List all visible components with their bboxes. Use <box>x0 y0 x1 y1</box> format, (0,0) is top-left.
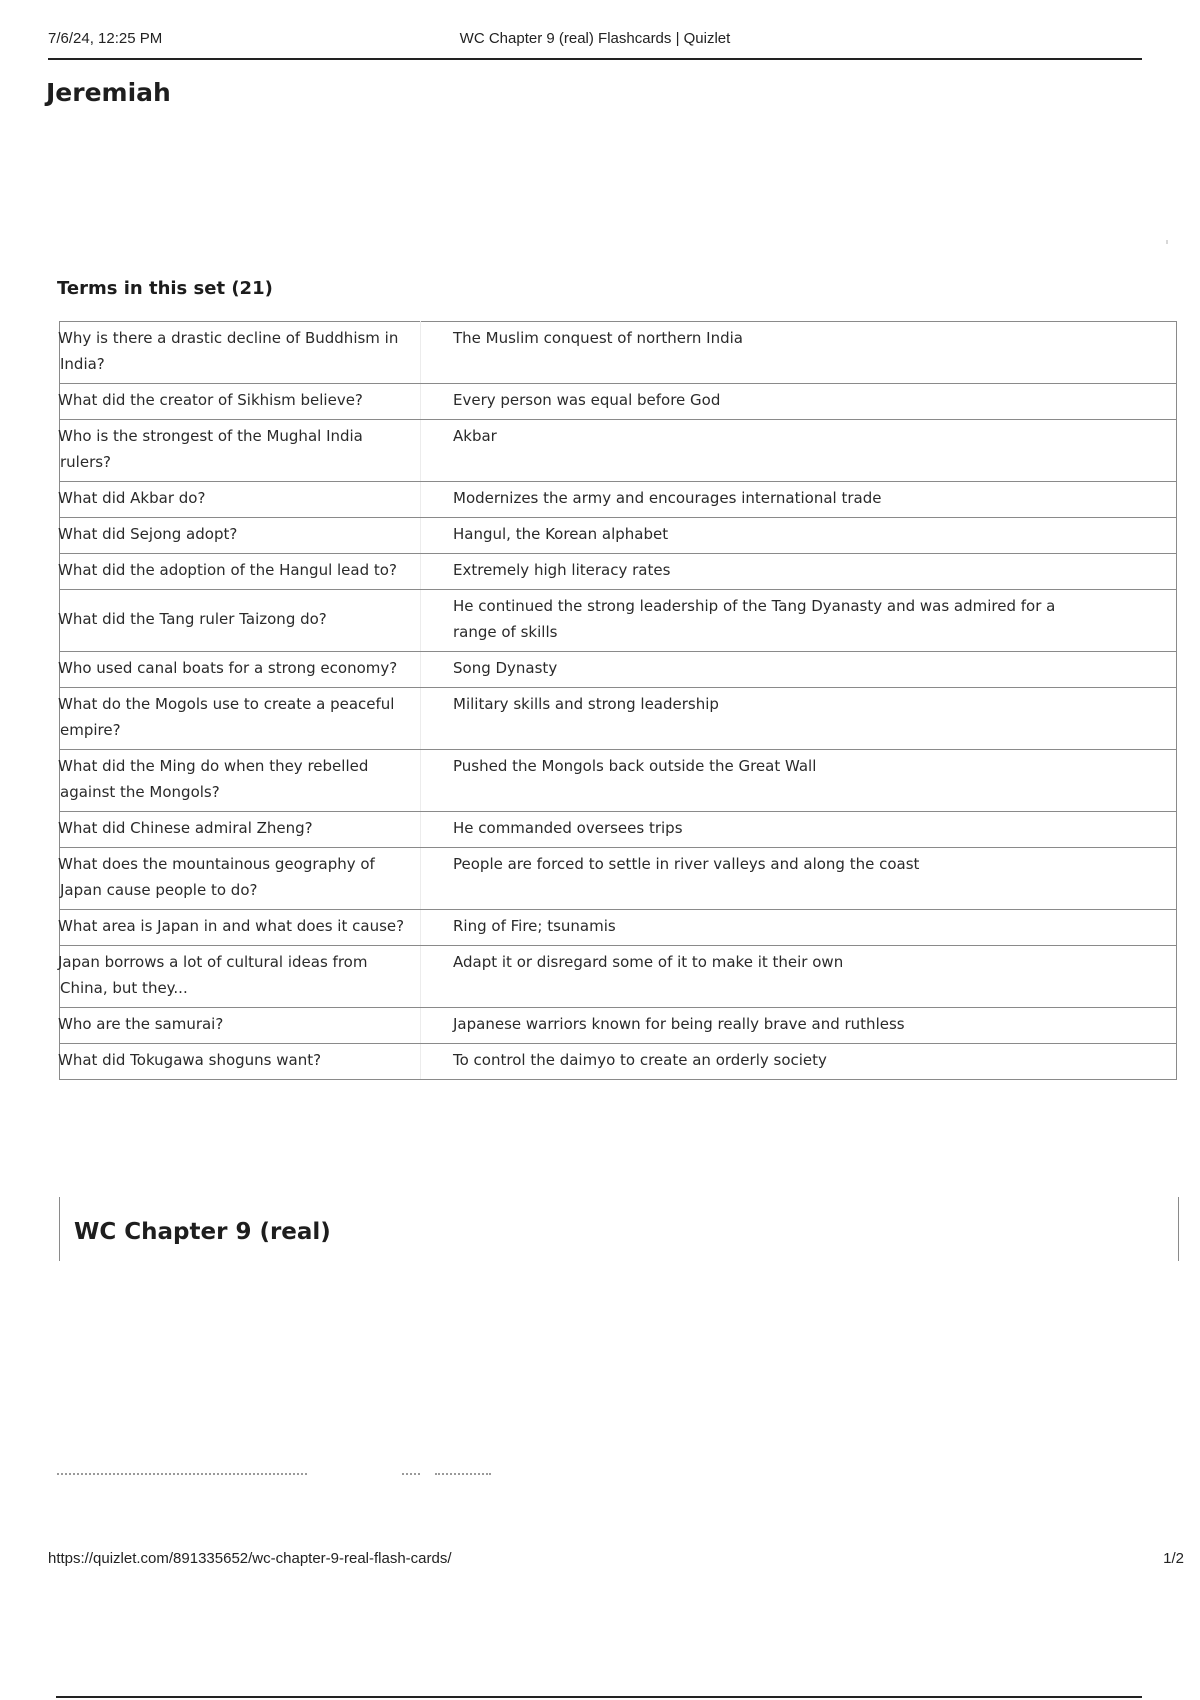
author-name[interactable]: Jeremiah <box>46 78 171 107</box>
print-url: https://quizlet.com/891335652/wc-chapter-9-real-flash-cards/ <box>48 1550 452 1567</box>
term-row <box>60 518 1177 554</box>
term-text: What did the adoption of the Hangul lead to? <box>60 554 421 590</box>
definition-text: Adapt it or disregard some of it to make it their own <box>421 946 1177 1008</box>
definition-text: Pushed the Mongols back outside the Great Wall <box>421 750 1177 812</box>
definition-text: Modernizes the army and encourages international trade <box>421 482 1177 518</box>
clipped-definition-fragment <box>435 1473 491 1477</box>
set-title-section <box>59 1197 1179 1261</box>
term-text: What did the creator of Sikhism believe? <box>60 384 421 420</box>
term-row <box>60 420 1177 482</box>
term-row <box>60 384 1177 420</box>
definition-text: Akbar <box>421 420 1177 482</box>
clipped-term-fragment <box>57 1473 307 1477</box>
definition-text: To control the daimyo to create an orderly society <box>421 1044 1177 1080</box>
clipped-divider-fragment <box>402 1473 420 1477</box>
terms-table <box>59 321 1177 1080</box>
term-row <box>60 482 1177 518</box>
definition-text: Military skills and strong leadership <box>421 688 1177 750</box>
term-row <box>60 1044 1177 1080</box>
term-row <box>60 554 1177 590</box>
set-title[interactable]: WC Chapter 9 (real) <box>74 1219 331 1245</box>
clipped-next-row <box>57 1473 1177 1479</box>
term-row <box>60 848 1177 910</box>
definition-text: Song Dynasty <box>421 652 1177 688</box>
definition-text: Every person was equal before God <box>421 384 1177 420</box>
term-text: What did the Ming do when they rebelled against the Mongols? <box>60 750 421 812</box>
term-text: What did the Tang ruler Taizong do? <box>60 590 421 652</box>
term-row <box>60 812 1177 848</box>
term-text: What area is Japan in and what does it cause? <box>60 910 421 946</box>
definition-text: Japanese warriors known for being really brave and ruthless <box>421 1008 1177 1044</box>
decorative-mark <box>1166 240 1168 244</box>
term-row <box>60 1008 1177 1044</box>
definition-text: The Muslim conquest of northern India <box>421 322 1177 384</box>
term-text: What does the mountainous geography of Japan cause people to do? <box>60 848 421 910</box>
print-datetime: 7/6/24, 12:25 PM <box>48 30 163 47</box>
term-text: Why is there a drastic decline of Buddhism in India? <box>60 322 421 384</box>
term-text: Who is the strongest of the Mughal India rulers? <box>60 420 421 482</box>
definition-text: Ring of Fire; tsunamis <box>421 910 1177 946</box>
page-divider <box>56 1696 1142 1698</box>
print-page-number: 1/2 <box>1163 1550 1184 1567</box>
term-text: What did Chinese admiral Zheng? <box>60 812 421 848</box>
term-text: Japan borrows a lot of cultural ideas from China, but they... <box>60 946 421 1008</box>
term-text: What did Akbar do? <box>60 482 421 518</box>
term-row <box>60 590 1177 652</box>
definition-text: He continued the strong leadership of the Tang Dyanasty and was admired for a range of skills <box>421 590 1177 652</box>
definition-text: People are forced to settle in river valleys and along the coast <box>421 848 1177 910</box>
term-row <box>60 946 1177 1008</box>
term-row <box>60 688 1177 750</box>
term-text: What did Sejong adopt? <box>60 518 421 554</box>
definition-text: Extremely high literacy rates <box>421 554 1177 590</box>
term-row <box>60 750 1177 812</box>
print-header <box>48 30 1142 60</box>
term-text: What do the Mogols use to create a peaceful empire? <box>60 688 421 750</box>
definition-text: Hangul, the Korean alphabet <box>421 518 1177 554</box>
term-text: Who are the samurai? <box>60 1008 421 1044</box>
terms-heading: Terms in this set (21) <box>57 278 273 299</box>
print-page-title: WC Chapter 9 (real) Flashcards | Quizlet <box>459 30 731 47</box>
term-row <box>60 652 1177 688</box>
term-text: Who used canal boats for a strong economy? <box>60 652 421 688</box>
definition-text: He commanded oversees trips <box>421 812 1177 848</box>
term-row <box>60 910 1177 946</box>
term-text: What did Tokugawa shoguns want? <box>60 1044 421 1080</box>
term-row <box>60 322 1177 384</box>
